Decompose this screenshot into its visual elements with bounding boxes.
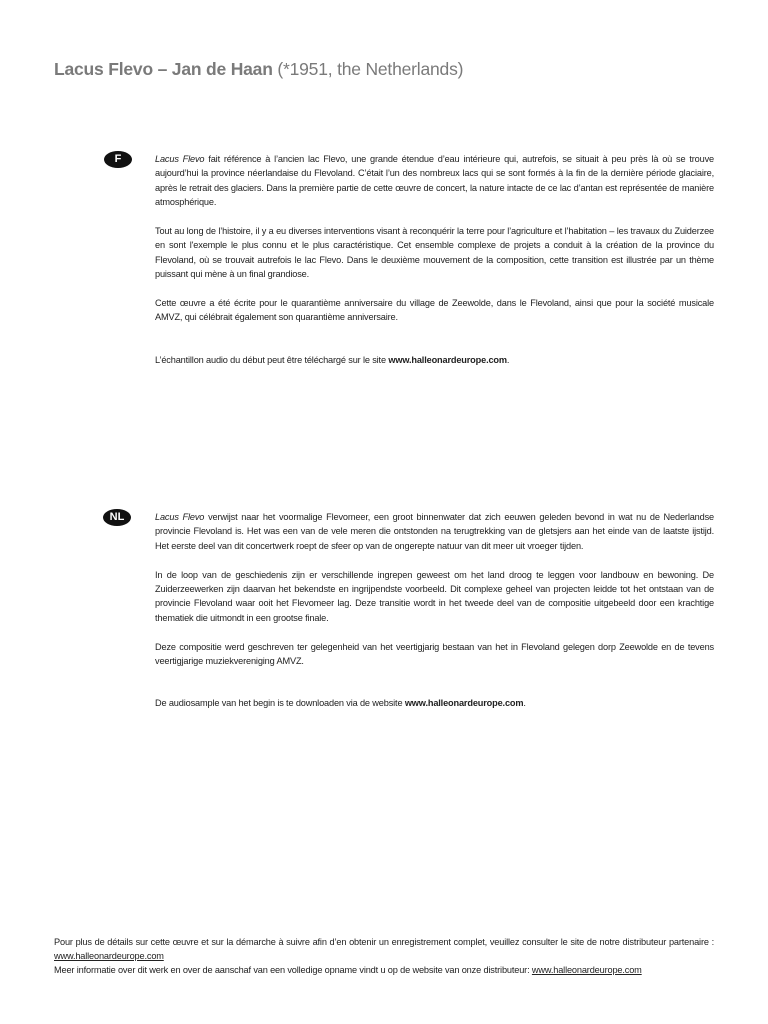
fr-audio-end: . <box>506 354 510 365</box>
footer-fr-link[interactable]: www.halleonardeurope.com <box>54 951 164 961</box>
title-main: Lacus Flevo – Jan de Haan <box>54 59 273 79</box>
footer-fr <box>54 935 714 963</box>
nl-paragraph-1 <box>155 510 714 553</box>
nl-audio-note <box>155 696 714 710</box>
work-title: Lacus Flevo <box>155 154 205 164</box>
fr-paragraph-3: Cette œuvre a été écrite pour le quarantième anniversaire du village de Zeewolde, dans le Flevoland, ainsi que pour la société musicale AMVZ, qui célébrait également son quarantième anniversaire. <box>155 298 714 323</box>
work-title: Lacus Flevo <box>155 512 205 522</box>
nl-paragraph-2: In de loop van de geschiedenis zijn er verschillende ingrepen geweest om het land droog te leggen voor landbouw en bewoning. De Zuiderzeewerken zijn daarvan het bekendste en ingrijpendste voorbeeld. Dit complexe geheel van projecten leidde tot het ontstaan van de provincie Flevoland waar ooit het Flevomeer lag. Deze transitie wordt in het tweede deel van de compositie uitgebeeld door een krachtige thematiek die uitmondt in een grootse finale. <box>155 569 714 623</box>
fr-paragraph-1 <box>155 152 714 210</box>
fr-audio-text: L’échantillon audio du début peut être téléchargé sur le site <box>155 354 389 365</box>
page-title <box>54 59 463 80</box>
fr-paragraph-2: Tout au long de l’histoire, il y a eu diverses interventions visant à reconquérir la terre pour l’agriculture et l’habitation – les travaux du Zuiderzee en sont l'exemple le plus connu et le plus caractéristique. Cet ensemble complexe de projets a conduit à la création de la province du Flevoland, où se trouvait autrefois le lac Flevo. Dans le deuxième mouvement de la composition, cette transition est illustrée par un thème puissant qui mène à un final grandiose. <box>155 226 714 280</box>
dutch-section <box>155 510 714 725</box>
french-section <box>155 152 714 382</box>
fr-audio-note <box>155 353 714 367</box>
fr-p1-text: fait référence à l’ancien lac Flevo, une grande étendue d’eau intérieure qui, autrefois, se situait à peu près là où se trouve aujourd’hui la province néerlandaise du Flevoland. C’était l’un des nombreux lacs qui se sont formés à la fin de la dernière période glaciaire, après le retrait des glaciers. Dans la première partie de cette œuvre de concert, la nature intacte de ce lac d’antan est représentée de manière atmosphérique. <box>155 154 714 208</box>
footer-nl-text: Meer informatie over dit werk en over de aanschaf van een volledige opname vindt u op de website van onze distributeur: <box>54 965 532 975</box>
language-badge-nl: NL <box>103 509 131 526</box>
nl-p1-text: verwijst naar het voormalige Flevomeer, een groot binnenwater dat zich eeuwen geleden bevond in wat nu de Nederlandse provincie Flevoland is. Het was een van de vele meren die ontstonden na terugtrekking van de gletsjers aan het einde van de laatste ijstijd. Het eerste deel van dit concertwerk roept de sfeer op van de ongerepte natuur van dit meer uit vroeger tijden. <box>155 512 715 551</box>
nl-paragraph-3: Deze compositie werd geschreven ter gelegenheid van het veertigjarig bestaan van het in Flevoland gelegen dorp Zeewolde en de tevens veertigjarige muziekvereniging AMVZ. <box>155 641 714 667</box>
footer-nl-link[interactable]: www.halleonardeurope.com <box>531 965 642 975</box>
footer <box>54 935 714 977</box>
footer-fr-text: Pour plus de détails sur cette œuvre et sur la démarche à suivre afin d’en obtenir un enregistrement complet, veuillez consulter le site de notre distributeur partenaire : <box>54 937 714 947</box>
footer-nl <box>54 963 714 977</box>
fr-audio-link[interactable]: www.halleonardeurope.com <box>388 354 507 365</box>
nl-audio-link[interactable]: www.halleonardeurope.com <box>404 698 524 709</box>
title-sub: (*1951, the Netherlands) <box>277 59 464 79</box>
nl-audio-text: De audiosample van het begin is te downloaden via de website <box>155 698 405 709</box>
language-badge-fr: F <box>104 151 132 168</box>
nl-audio-end: . <box>523 698 526 709</box>
